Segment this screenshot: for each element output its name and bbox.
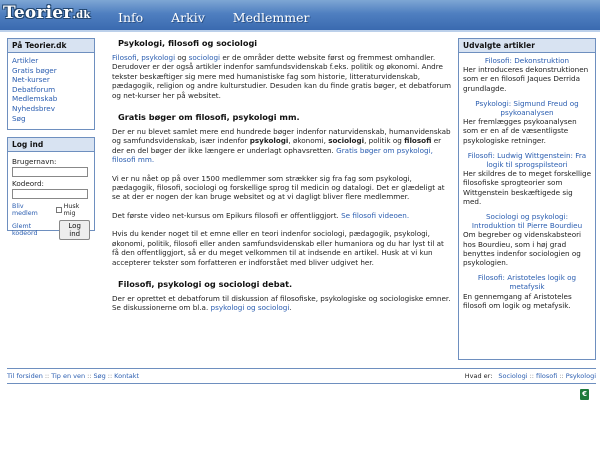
article-desc: Her fremlægges psykoanalysen som er en af de væsentligste psykologiske retninger. <box>463 117 577 145</box>
site-menu-list <box>12 56 90 123</box>
free-books-link[interactable]: Gratis bøger om psykologi, filosofi mm. <box>112 145 433 165</box>
footer-links: Til forsiden :: Tip en ven :: Søg :: Kontakt <box>7 372 140 380</box>
article-item <box>463 151 591 206</box>
password-input[interactable] <box>12 189 88 199</box>
header-divider <box>0 30 600 32</box>
footer-contact-link[interactable]: Kontakt <box>114 372 140 380</box>
main-content <box>112 38 452 322</box>
menu-net-kurser[interactable]: Net-kurser <box>12 75 50 85</box>
link-filosofi[interactable]: Filosofi <box>112 53 137 62</box>
menu-gratis-boger[interactable]: Gratis bøger <box>12 65 57 75</box>
section3-text: Der er oprettet et debatforum til diskussion af filosofiske, psykologiske og sociologiske emner. Se diskussionerne om bl.a. psykologi og sociologi. <box>112 293 451 313</box>
username-input[interactable] <box>12 167 88 177</box>
remember-checkbox[interactable] <box>56 207 62 213</box>
footer-tip-link[interactable]: Tip en ven <box>51 372 86 380</box>
article-desc: En gennemgang af Aristoteles filosofi om logik og metafysik. <box>463 291 572 310</box>
link-sociologi[interactable]: sociologi <box>188 53 221 62</box>
article-desc: Om begreber og videnskabsteori hos Bourdieu, som i høj grad benyttes indenfor sociologien og psykologien. <box>463 230 582 268</box>
become-member-link[interactable]: Bliv medlem <box>12 203 38 217</box>
footer-topics: Hvad er: Sociologi :: filosofi :: Psykologi <box>464 372 596 380</box>
topic-sociologi[interactable]: Sociologi <box>498 372 528 380</box>
article-desc: Her introduceres dekonstruktionen som er en filosofi Jaques Derrida grundlagde. <box>463 65 589 93</box>
site-menu-box <box>7 38 95 130</box>
menu-debatforum[interactable]: Debatforum <box>12 84 56 94</box>
featured-articles-box <box>458 38 596 360</box>
login-title: Log ind <box>8 138 94 152</box>
article-link[interactable]: Filosofi: Ludwig Wittgenstein: Fra logik til sprogspilsteori <box>467 150 587 170</box>
section2-p3: Det første video net-kursus om Epikurs filosofi er offentliggjort. Se filosofi videoen. <box>112 210 410 220</box>
menu-artikler[interactable]: Artikler <box>12 56 39 65</box>
section2-p2: Vi er nu nået op på over 1500 medlemmer som strækker sig fra fag som psykologi, pædagogik, filosofi, sociologi og forskellige sprog til medicin og datalogi. Det er glædeligt at se at der er nogen der kan bruge websitet og at vi dagligt bliver flere medlemmer. <box>112 173 445 202</box>
article-desc: Her skildres de to meget forskellige filosofiske sprogteorier som Wittgenstein beskæftigede sig med. <box>463 169 591 206</box>
login-button[interactable]: Log ind <box>59 220 90 240</box>
video-link[interactable]: Se filosofi videoen. <box>341 210 410 220</box>
section2-p4: Hvis du kender noget til et emne eller en teori indenfor sociologi, pædagogik, psykologi, økonomi, politik, filosofi eller anden samfundsvidenskab eller humaniora og du har lyst til at få den offentliggjort, så er du meget velkommen til at indsende en artikel. Husk at vi kun accepterer tekster som forfatteren er indforstået med bliver udgivet her. <box>112 229 444 267</box>
section1-text: Filosofi, psykologi og sociologi er de områder dette website først og fremmest omhandler. Derudover er der også artikler indenfor samfundsvidenskab f.eks. politik og økonomi. Andre tekster beskæftiger sig mere med humanistiske fag som historie, litteraturvidenskab, pædagogik, religion og andre kulturstudier. Desuden kan du finde gratis bøger, et debatforum og net-kurser her på websitet. <box>112 53 451 100</box>
topic-psykologi[interactable]: Psykologi <box>565 372 596 380</box>
section3-title: Filosofi, psykologi og sociologi debat. <box>118 278 293 289</box>
footer-bar <box>7 368 596 384</box>
logo-tld: .dk <box>72 10 91 21</box>
nav-arkiv[interactable]: Arkiv <box>171 10 205 25</box>
article-link[interactable]: Psykologi: Sigmund Freud og psykoanalysen <box>475 98 579 118</box>
nav-info[interactable]: Info <box>118 10 144 25</box>
forgot-password-link[interactable]: Glemt kodeord <box>12 223 38 237</box>
menu-nyhedsbrev[interactable]: Nyhedsbrev <box>12 103 55 113</box>
article-link[interactable]: Filosofi: Dekonstruktion <box>484 56 570 65</box>
counter-badge-icon[interactable]: € <box>580 389 589 400</box>
section1-title: Psykologi, filosofi og sociologi <box>118 38 258 48</box>
what-is-label: Hvad er: <box>464 372 493 380</box>
article-link[interactable]: Sociologi og psykologi: Introduktion til Pierre Bourdieu <box>471 212 583 231</box>
link-psykologi[interactable]: psykologi <box>141 53 176 62</box>
password-label: Kodeord: <box>12 179 44 188</box>
login-box <box>7 137 95 238</box>
article-item <box>463 212 591 267</box>
article-item <box>463 56 591 93</box>
site-logo[interactable] <box>3 3 91 25</box>
featured-title: Udvalgte artikler <box>459 39 595 53</box>
section2-title: Gratis bøger om filosofi, psykologi mm. <box>118 112 300 123</box>
article-link[interactable]: Filosofi: Aristoteles logik og metafysik <box>477 273 577 292</box>
article-item <box>463 99 591 145</box>
logo-main: Teorier <box>3 3 73 23</box>
site-menu-title: På Teorier.dk <box>8 39 94 53</box>
footer-home-link[interactable]: Til forsiden <box>7 372 43 380</box>
article-item <box>463 273 591 310</box>
nav-medlemmer[interactable]: Medlemmer <box>232 10 310 25</box>
debate-link[interactable]: psykologi og sociologi <box>210 303 290 313</box>
remember-label: Husk mig <box>63 203 80 217</box>
footer-search-link[interactable]: Søg <box>93 372 106 380</box>
header-bar <box>0 0 600 30</box>
menu-sog[interactable]: Søg <box>12 113 26 123</box>
section2-p1: Der er nu blevet samlet mere end hundrede bøger indenfor naturvidenskab, humanvidenskab og samfundsvidenskab, især indenfor psykologi, økonomi, sociologi, politik og filosofi er der en del bøger der ikke længere er underlagt ophavsretten. Gratis bøger om psykologi, filosofi mm. <box>112 127 451 165</box>
username-label: Brugernavn: <box>12 157 57 166</box>
menu-medlemskab[interactable]: Medlemskab <box>12 94 58 104</box>
topic-filosofi[interactable]: filosofi <box>536 372 558 380</box>
top-nav <box>118 10 337 25</box>
